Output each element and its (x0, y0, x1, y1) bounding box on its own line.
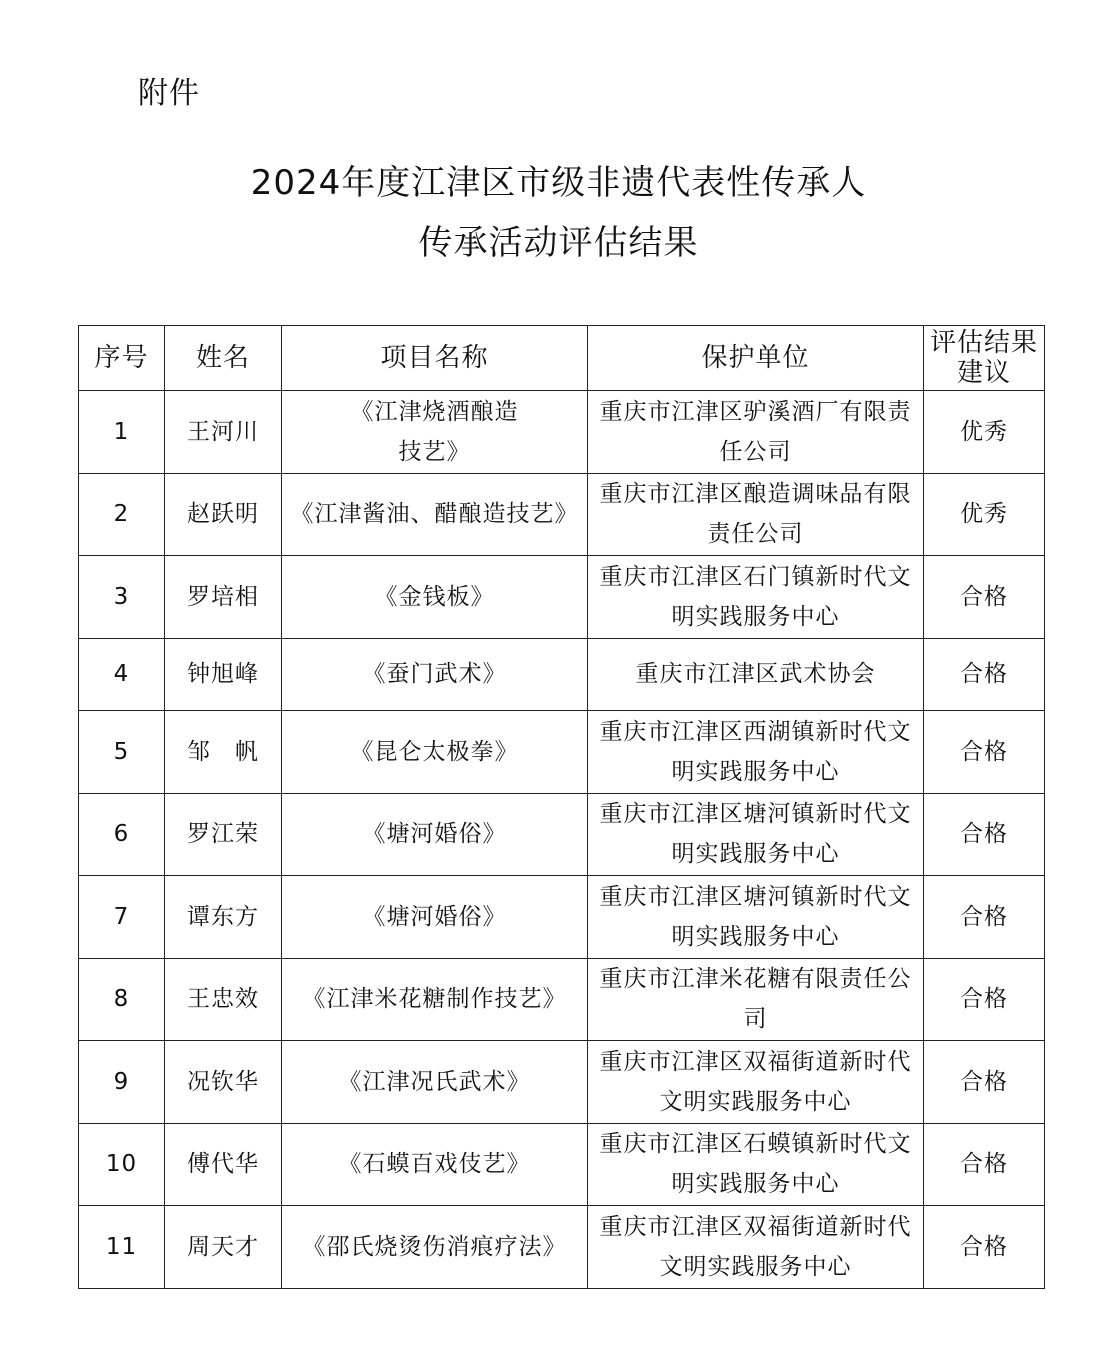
row-result: 合格 (924, 1041, 1045, 1124)
row-result: 合格 (924, 556, 1045, 639)
row-result: 合格 (924, 793, 1045, 876)
table-row (79, 793, 1045, 876)
row-unit: 重庆市江津区双福街道新时代文明实践服务中心 (588, 1041, 924, 1124)
row-name: 王河川 (165, 391, 282, 474)
document-title-line-2: 传承活动评估结果 (418, 223, 699, 263)
row-name: 邹 帆 (165, 711, 282, 794)
row-item: 《江津米花糖制作技艺》 (282, 958, 588, 1041)
row-result: 合格 (924, 1206, 1045, 1289)
table-row (79, 556, 1045, 639)
row-unit: 重庆市江津区塘河镇新时代文明实践服务中心 (588, 793, 924, 876)
header-no: 序号 (79, 326, 165, 391)
row-item: 《塘河婚俗》 (282, 793, 588, 876)
row-result: 合格 (924, 711, 1045, 794)
row-item: 《江津烧酒酿造技艺》 (282, 391, 588, 474)
row-name: 谭东方 (165, 876, 282, 959)
row-name: 罗培相 (165, 556, 282, 639)
row-unit: 重庆市江津区塘河镇新时代文明实践服务中心 (588, 876, 924, 959)
row-item: 《石蟆百戏伎艺》 (282, 1123, 588, 1206)
row-unit: 重庆市江津区武术协会 (588, 638, 924, 711)
row-no: 10 (79, 1123, 165, 1206)
header-name: 姓名 (165, 326, 282, 391)
row-name: 王忠效 (165, 958, 282, 1041)
row-name: 况钦华 (165, 1041, 282, 1124)
row-unit: 重庆市江津区西湖镇新时代文明实践服务中心 (588, 711, 924, 794)
table-row (79, 1041, 1045, 1124)
row-result: 优秀 (924, 391, 1045, 474)
row-no: 6 (79, 793, 165, 876)
row-no: 5 (79, 711, 165, 794)
table-row (79, 391, 1045, 474)
row-item: 《江津酱油、醋酿造技艺》 (282, 473, 588, 556)
row-result: 合格 (924, 958, 1045, 1041)
row-item: 《金钱板》 (282, 556, 588, 639)
row-no: 4 (79, 638, 165, 711)
row-result: 合格 (924, 638, 1045, 711)
row-no: 7 (79, 876, 165, 959)
table-row (79, 711, 1045, 794)
table-row (79, 473, 1045, 556)
row-no: 1 (79, 391, 165, 474)
table-header-row (79, 326, 1045, 391)
header-item: 项目名称 (282, 326, 588, 391)
row-item: 《邵氏烧烫伤消痕疗法》 (282, 1206, 588, 1289)
row-unit: 重庆市江津区酿造调味品有限责任公司 (588, 473, 924, 556)
row-item: 《塘河婚俗》 (282, 876, 588, 959)
table-row (79, 638, 1045, 711)
row-no: 9 (79, 1041, 165, 1124)
row-unit: 重庆市江津区双福街道新时代文明实践服务中心 (588, 1206, 924, 1289)
header-result: 评估结果建议 (924, 326, 1045, 391)
row-unit: 重庆市江津区驴溪酒厂有限责任公司 (588, 391, 924, 474)
row-name: 赵跃明 (165, 473, 282, 556)
document-title-line-1: 2024年度江津区市级非遗代表性传承人 (250, 163, 867, 203)
row-name: 罗江荣 (165, 793, 282, 876)
row-result: 合格 (924, 876, 1045, 959)
row-no: 11 (79, 1206, 165, 1289)
row-name: 钟旭峰 (165, 638, 282, 711)
row-item: 《江津况氏武术》 (282, 1041, 588, 1124)
evaluation-results-table (78, 325, 1045, 1289)
table-row (79, 958, 1045, 1041)
table-row (79, 1206, 1045, 1289)
row-no: 8 (79, 958, 165, 1041)
row-no: 3 (79, 556, 165, 639)
row-name: 周天才 (165, 1206, 282, 1289)
row-no: 2 (79, 473, 165, 556)
row-result: 合格 (924, 1123, 1045, 1206)
row-unit: 重庆市江津区石蟆镇新时代文明实践服务中心 (588, 1123, 924, 1206)
attachment-label: 附件 (138, 76, 200, 111)
row-unit: 重庆市江津米花糖有限责任公司 (588, 958, 924, 1041)
row-name: 傅代华 (165, 1123, 282, 1206)
table-row (79, 876, 1045, 959)
row-item: 《昆仑太极拳》 (282, 711, 588, 794)
table-row (79, 1123, 1045, 1206)
row-item: 《蚕门武术》 (282, 638, 588, 711)
row-unit: 重庆市江津区石门镇新时代文明实践服务中心 (588, 556, 924, 639)
header-unit: 保护单位 (588, 326, 924, 391)
row-result: 优秀 (924, 473, 1045, 556)
